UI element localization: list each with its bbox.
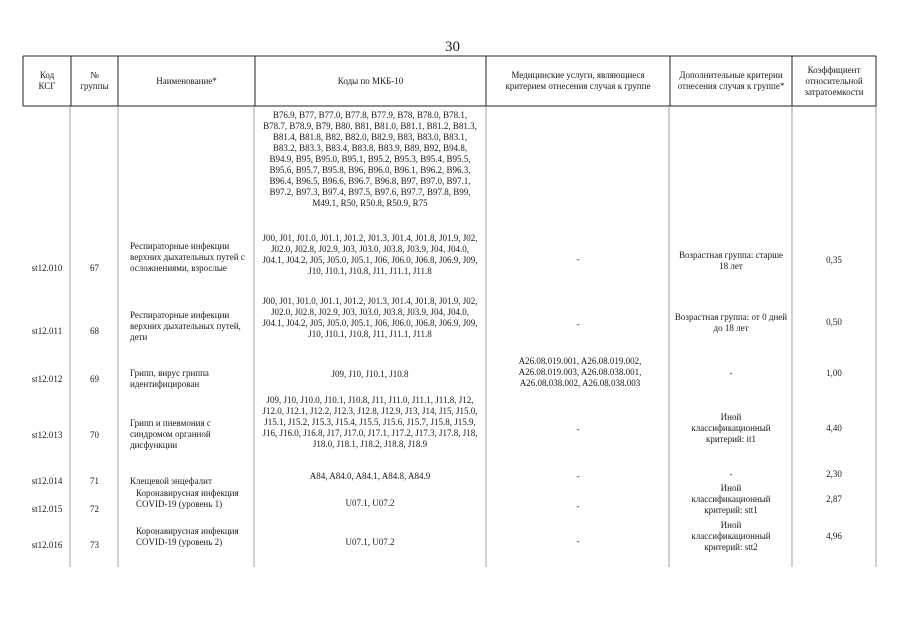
row-name: Коронавирусная инфекция COVID-19 (уровень 2) [136, 526, 239, 547]
row-extra-criteria: Возрастная группа: старше 18 лет [678, 250, 784, 271]
row-name: Клещевой энцефалит [130, 476, 212, 486]
row-group-no: 71 [90, 476, 99, 486]
row-ksg-code: st12.015 [31, 504, 63, 514]
header-group-no: № группы [80, 70, 109, 91]
row-group-no: 68 [90, 326, 99, 336]
row-icd-codes: J00, J01, J01.0, J01.1, J01.2, J01.3, J01.4, J01.8, J01.9, J02, J02.0, J02.8, J02.9, J03, J03.0, J03.8, J03.9, J04, J04.0, J04.1, J04.2, J05, J05.0, J05.1, J06, J06.0, J06.8, J06.9, J09, J10, J10.1, J10.8, J11, J11.1, J11.8 [262, 233, 478, 276]
row-medical-services: A26.08.019.001, A26.08.019.002, A26.08.019.003, A26.08.038.001, A26.08.038.002, A26.08.038.003 [518, 356, 642, 388]
row-icd-codes: U07.1, U07.2 [345, 498, 395, 508]
header-medical-services: Медицинские услуги, являющиеся критерием отнесения случая к группе [505, 70, 651, 91]
header-name: Наименование* [156, 75, 217, 86]
row-ksg-code: st12.010 [31, 263, 63, 273]
row-name: Респираторные инфекции верхних дыхательных путей, дети [130, 310, 241, 342]
row-group-no: 69 [90, 374, 99, 384]
continuation-icd-codes: B76.9, B77, B77.0, B77.8, B77.9, B78, B78.0, B78.1, B78.7, B78.9, B79, B80, B81, B81.0, B81.1, B81.2, B81.3, B81.4, B81.8, B82, B82.0, B82.9, B83, B83.0, B83.1, B83.2, B83.3, B83.4, B83.8, B83.9, B89, B92, B94.8, B94.9, B95, B95.0, B95.1, B95.2, B95.3, B95.4, B95.5, B95.6, B95.7, B95.8, B96, B96.0, B96.1, B96.2, B96.3, B96.4, B96.5, B96.6, B96.7, B96.8, B97, B97.0, B97.1, B97.2, B97.3, B97.4, B97.5, B97.6, B97.7, B97.8, B99, M49.1, R50, R50.8, R50.9, R75 [263, 110, 477, 208]
row-icd-codes: A84, A84.0, A84.1, A84.8, A84.9 [309, 471, 431, 481]
row-medical-services: - [576, 319, 580, 329]
row-ksg-code: st12.013 [31, 430, 63, 440]
row-icd-codes: U07.1, U07.2 [345, 537, 395, 547]
row-extra-criteria: Иной классификационный критерий: it1 [691, 412, 771, 444]
row-ksg-code: st12.011 [31, 326, 63, 336]
row-ksg-code: st12.016 [31, 540, 63, 550]
row-medical-services: - [576, 536, 580, 546]
row-name: Грипп и пневмония с синдромом органной дисфункции [130, 418, 211, 450]
header-ksg-code: Код КСГ [38, 70, 56, 91]
header-icd-codes: Коды по МКБ-10 [337, 75, 404, 86]
row-extra-criteria: Возрастная группа: от 0 дней до 18 лет [674, 312, 788, 333]
row-icd-codes: J09, J10, J10.0, J10.1, J10.8, J11, J11.0, J11.1, J11.8, J12, J12.0, J12.1, J12.2, J12.3, J12.8, J12.9, J13, J14, J15, J15.0, J15.1, J15.2, J15.3, J15.4, J15.5, J15.6, J15.7, J15.8, J15.9, J16, J16.0, J16.8, J17, J17.0, J17.1, J17.2, J17.3, J17.8, J18, J18.0, J18.1, J18.2, J18.8, J18.9 [262, 395, 478, 449]
row-coefficient: 4,40 [826, 423, 842, 433]
row-extra-criteria: - [729, 469, 733, 479]
header-coefficient: Коэффициент относительной затратоемкости [804, 64, 864, 97]
row-group-no: 72 [90, 504, 99, 514]
row-name: Коронавирусная инфекция COVID-19 (уровень 1) [136, 488, 239, 509]
row-icd-codes: J00, J01, J01.0, J01.1, J01.2, J01.3, J01.4, J01.8, J01.9, J02, J02.0, J02.8, J02.9, J03, J03.0, J03.8, J03.9, J04, J04.0, J04.1, J04.2, J05, J05.0, J05.1, J06, J06.0, J06.8, J06.9, J09, J10, J10.1, J10.8, J11, J11.1, J11.8 [262, 296, 478, 339]
row-group-no: 67 [90, 263, 99, 273]
row-name: Грипп, вирус гриппа идентифицирован [130, 368, 209, 389]
row-medical-services: - [576, 254, 580, 264]
row-extra-criteria: Иной классификационный критерий: stt2 [691, 520, 771, 552]
page-number: 30 [445, 39, 460, 55]
row-coefficient: 2,87 [826, 494, 842, 504]
row-coefficient: 2,30 [826, 469, 842, 479]
row-ksg-code: st12.012 [31, 374, 63, 384]
row-medical-services: - [576, 471, 580, 481]
row-ksg-code: st12.014 [31, 476, 63, 486]
row-extra-criteria: Иной классификационный критерий: stt1 [691, 483, 771, 515]
row-group-no: 73 [90, 540, 99, 550]
header-extra-criteria: Дополнительные критерии отнесения случая к группе* [677, 70, 785, 91]
row-coefficient: 0,35 [826, 255, 842, 265]
row-group-no: 70 [90, 430, 99, 440]
row-extra-criteria: - [729, 368, 733, 378]
row-coefficient: 0,50 [826, 317, 842, 327]
row-coefficient: 4,96 [826, 531, 842, 541]
row-medical-services: - [576, 424, 580, 434]
row-coefficient: 1,00 [826, 368, 842, 378]
row-medical-services: - [576, 501, 580, 511]
row-name: Респираторные инфекции верхних дыхательных путей с осложнениями, взрослые [130, 241, 245, 273]
row-icd-codes: J09, J10, J10.1, J10.8 [331, 369, 409, 379]
